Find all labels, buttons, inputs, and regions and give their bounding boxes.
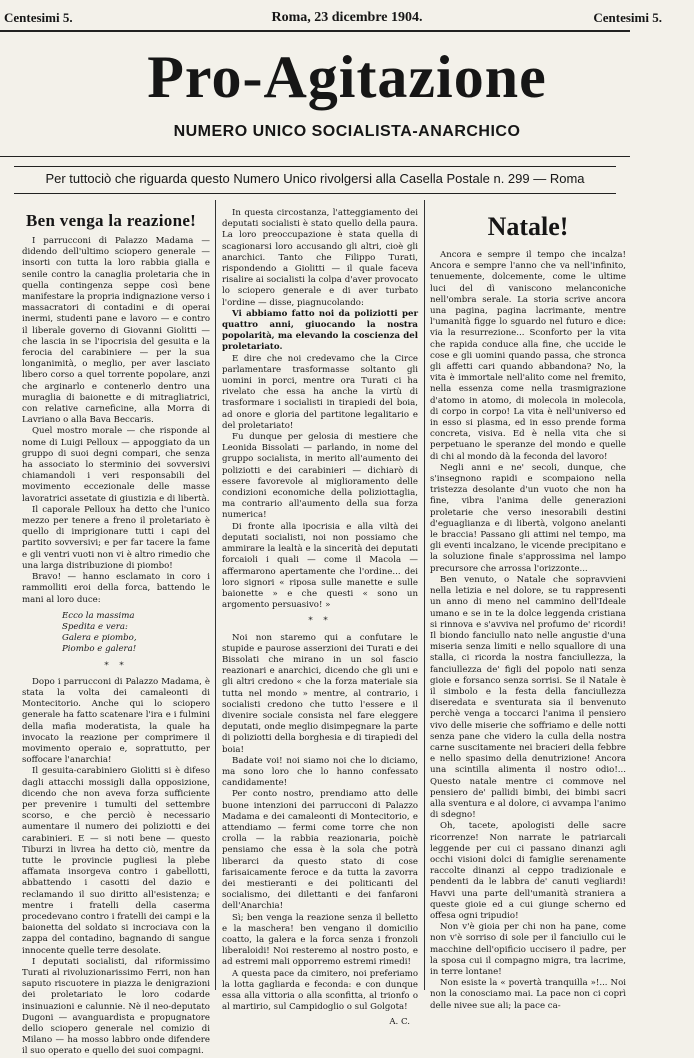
price-right: Centesimi 5. (593, 10, 662, 25)
column-rule-2 (424, 200, 425, 990)
verse (62, 611, 210, 656)
masthead-rule (0, 156, 630, 157)
paragraph: Per conto nostro, prendiamo atto delle buone intenzioni dei parrucconi di Palazzo Madama e dei camaleonti di Montecitorio, e attendiamo — fermi come torre che non crolla — la rabbia reazionaria, poichè pensiamo che essa è la sola che potrà liberarci da questo stato di cose farisaicamente feroce e da tutta la zavorra dei mestieranti e dei politicanti del socialismo, dei dilettanti e dei fanfaroni dell'Anarchia! (222, 789, 418, 912)
paragraph: Dopo i parrucconi di Palazzo Madama, è stata la volta dei camaleonti di Montecitorio. Anche qui lo sciopero generale ha fatto scatenare l'ira e i fulmini della mafia moderatista, la quale ha invocato la reazione per comprimere il movimento operaio e, soprattutto, per soffocare l'anarchia! (22, 676, 210, 766)
notice: Per tuttociò che riguarda questo Numero Unico rivolgersi alla Casella Postale n. 299 — Roma (45, 171, 585, 186)
paragraph: Ben venuto, o Natale che sopravvieni nella letizia e nel dolore, se tu rappresenti un anno di meno nel cammino dell'Ideale umano e se in te la dolce leggenda cristiana si rinnova e s'avviva nel profumo de' ricordi! Il biondo fanciullo nato nelle angustie d'una miseria senza limiti e nello squallore di una stalla, ci ricorda la nostra fanciullezza, la fanciullezza de' figli del popolo nati senza gioie e forsanco senza sorrisi. Se il Natale è il simbolo e la festa della fanciullezza diseredata e sventurata sia il benvenuto perchè venga a toccarci l'anima il pensiero vivo delle miserie che soffriamo e delle notti senza pane che videro la culla della nostra carne suscitamente nei bracieri della febbre e nello spasimo della denutrizione! Ancora una scintilla alimenta il nostro odio!... Questo natale mentre ci commove nel pensiero de' pallidi bimbi, dei bimbi sacri alla sventura e al dolore, ci avvampa l'animo di sdegno! (430, 574, 626, 821)
verse-line: Spedita e vera: (62, 621, 128, 632)
paragraph: In questa circostanza, l'atteggiamento dei deputati socialisti è stato quello della paura. La loro preoccupazione è stata quella di scagionarsi loro accusando gli altri, cioè gli anarchici. Tanto che Filippo Turati, rispondendo a Giolitti — il quale faceva risalire ai socialisti la colpa d'aver provocato lo sciopero generale e di aver turbato l'ordine — disse, piagnucolando: (222, 208, 418, 308)
paragraph: Il gesuita-carabiniero Giolitti si è difeso dagli attacchi mossigli dalla opposizione, dicendo che non aveva forza sufficiente per prevenire i tumulti del settembre scorso, e che perciò è necessario aumentare il numero dei poliziotti e dei carabinieri. E — si noti bene — questo Tiburzi in livrea ha detto ciò, mentre da tutte le provincie pugliesi la plebe affamata insorgeva contro i gabellotti, abbattendo i casotti del dazio e reclamando il suo diritto all'esistenza; e mentre i fratelli della caserma procedevano contro i fratelli dei campi e la baionetta del soldato si incrociava con la zappa del contadino, bagnando di sangue innocente quelle terre desolate. (22, 766, 210, 956)
article-title: Natale! (487, 212, 569, 241)
paragraph: Negli anni e ne' secoli, dunque, che s'insegnono rapidi e scompaiono nella tristezza desolante d'un vuoto che non ha fine, vibra l'anima delle generazioni proletarie che verso inesorabili destini d'eguaglianza e di libertà, volgono anelanti le braccia! Passano gli attimi nel tempo, ma gli eventi incalzano, le vicende precipitano e la soluzione finale s'approssima nel lampo precursore che arrossa l'orizzonte... (430, 462, 626, 574)
paragraph: I deputati socialisti, dal riformissimo Turati al rivoluzionarissimo Ferri, non han saputo riscuotere in piazza le denigrazioni dei proletariato le loro codarde insinuazioni e calunnie. Nè il neo-deputato Dugoni — avanguardista e propugnatore dello sciopero generale nel comizio di Milano — ha mosso labbro onde difendere il suo operato e quello dei suoi compagni. (22, 956, 210, 1057)
top-rule (0, 30, 630, 32)
price-left: Centesimi 5. (4, 10, 73, 25)
signature: A. C. (389, 1017, 410, 1028)
section-stars: * * (104, 660, 128, 671)
section-stars: * * (308, 616, 332, 627)
paragraph: Fu dunque per gelosia di mestiere che Leonida Bissolati — parlando, in nome del gruppo socialista, in merito all'aumento dei poliziotti e dei carabinieri — dichiarò di essere favorevole al miglioramento delle condizioni economiche della poliziottaglia, ma contrario all'aumento della sua forza numerica! (222, 432, 418, 521)
paragraph: Noi non staremo qui a confutare le stupide e paurose asserzioni dei Turati e dei Bissolati che mirano in un sol fascio reazionari e anarchici, dicendo che gli uni e gli altri credono « che la forza materiale sia tutta nel mondo » mentre, al contrario, i socialisti credono che tutto l'essere e il divenire sociale consista nel fare eleggere deputati, onde meglio disimpegnare la parte di poliziotti della borghesia e di tirapiedi del boia! (222, 632, 418, 755)
paragraph: Di fronte alla ipocrisia e alla viltà dei deputati socialisti, noi non possiamo che ammirare la lealtà e la sincerità dei deputati forcaioli i quali — come il Macola — affermarono apertamente che l'ordine... dei loro signori « riposa sulle manette e sulle baionette » e che questi « sono un argomento persuasivo! » (222, 521, 418, 611)
paragraph: Il caporale Pelloux ha detto che l'unico mezzo per tenere a freno il proletariato è quello di imprigionare tutti i capi del partito sovversivi; e per far tacere la fame e gli ventri vuoti non vi è altro rimedio che una larga distribuzione di piombo! (22, 504, 210, 571)
article-title: Ben venga la reazione! (26, 211, 197, 230)
verse-line: Galera e piombo, (62, 633, 137, 644)
verse-line: Ecco la massima (62, 610, 135, 621)
paragraph: Oh, tacete, apologisti delle sacre ricorrenze! Non narrate le patriarcali leggende per cui ci passano dinanzi agli occhi visioni dolci di famiglie serenamente raccolte dinanzi al ceppo tradizionale e pendenti da le labbra de' canuti vegliardi! Havvi una parte dell'umanità straniera a queste gioie ed a cui giunge scherno ed offesa ogni tripudio! (430, 821, 626, 921)
paragraph: E dire che noi credevamo che la Circe parlamentare trasformasse soltanto gli uomini in porci, mentre ora Turati ci ha rivelato che essa ha anche la virtù di trasformare i socialisti in tirapiedi del boia, ad onore e gloria del partitone legalitario e del proletariato! (222, 353, 418, 431)
masthead-subtitle: NUMERO UNICO SOCIALISTA-ANARCHICO (173, 123, 521, 140)
quote: Vi abbiamo fatto noi da poliziotti per quattro anni, giuocando la nostra popolarità, ma elevando la coscienza del proletariato. (222, 308, 418, 353)
paragraph: Badate voi! noi siamo noi che lo diciamo, ma sono loro che lo hanno confessato candidamente! (222, 755, 418, 789)
dateline (0, 10, 694, 28)
paragraph: I parrucconi di Palazzo Madama — didendo dell'ultimo sciopero generale — insorti con tutta la loro rabbia gialla e senile contro la canaglia proletaria che in quella contingenza seppe così bene manifestare la propria indignazione verso i massacratori di contadini e di operai inermi, studenti pane e lavoro — e contro il liberale governo di Giovanni Giolitti — che lascia in se l'ipocrisia del gesuita e la ferocia del carabiniere — per la sua longanimità, o meglio, per aver lasciato libero corso a quel torrente popolare, anzi che arginarlo e contenerlo dentro una muraglia di baionette e di mitragliatrici, con relative carneficine, alla Morra di Lavriano o alla Bava Beccaris. (22, 236, 210, 426)
paragraph: Non esiste la « povertà tranquilla »!... Noi non la conosciamo mai. La pace non ci coprì delle nivee sue ali; la pace ca- (430, 978, 626, 1011)
paragraph: Sì; ben venga la reazione senza il belletto e la maschera! ben vengano il domicilio coatto, la galera e la forca senza i fronzoli liberaloidi! Noi resteremo al nostro posto, e ad estremi mali opporremo estremi rimedi! (222, 912, 418, 968)
article-natale (430, 208, 626, 1011)
masthead-title: Pro-Agitazione (147, 44, 547, 110)
date: Roma, 23 dicembre 1904. (271, 10, 423, 25)
paragraph: Bravo! — hanno esclamato in coro i rammolliti eroi della forca, battendo le mani al loro duce: (22, 572, 210, 605)
column-rule-1 (215, 200, 216, 990)
verse-line: Piombo e galera! (62, 644, 137, 655)
paragraph: Ancora e sempre il tempo che incalza! Ancora e sempre l'anno che va nell'infinito, tenuemente, dolcemente, come le ultime luci del dì vaniscono melanconiche nell'ombra serale. La storia scrive ancora una pagina, pagina lacrimante, mentre l'umanità figge lo sguardo nel futuro e dice: via la resurrezione... Sconforto per la vita che rapida conduce alla fine, che uccide le cose e gli uomini quando passa, che stronca gli affetti cari quando abbandona? No, la vita è immortale nell'alito come nel fremito, nella essenza come nella trasmigrazione d'atomo in atomo, di molecola in molecola, di corpo in corpo! La vita è nell'universo ed in esso si plasma, ed in esso prende forma concreta, visiva. Ed è nella vita che si perpetuano le speranze del mondo e quelle di chi al mondo dà la feconda del lavoro! (430, 250, 626, 462)
article-reazione (22, 208, 210, 1057)
paragraph: A questa pace da cimitero, noi preferiamo la lotta gagliarda e feconda: e con dunque essa alla vittoria o alla sconfitta, al trionfo o al martirio, sul Campidoglio o sul Golgota! (222, 968, 418, 1013)
paragraph: Non v'è gioia per chi non ha pane, come non v'è sorriso di sole per il fanciullo cui le macchine dell'opificio uccisero il padre, per la sposa cui il compagno migra, tra lacrime, in terre lontane! (430, 922, 626, 977)
paragraph: Quel mostro morale — che risponde al nome di Luigi Pelloux — appoggiato da un gruppo di suoi degni compari, che senza ha associato lo sterminio dei sovversivi chiamandoli i veri responsabili del movimento eccezionale delle masse lavoratrici assetate di giustizia e di libertà. (22, 426, 210, 504)
article-continuation (222, 208, 418, 1028)
